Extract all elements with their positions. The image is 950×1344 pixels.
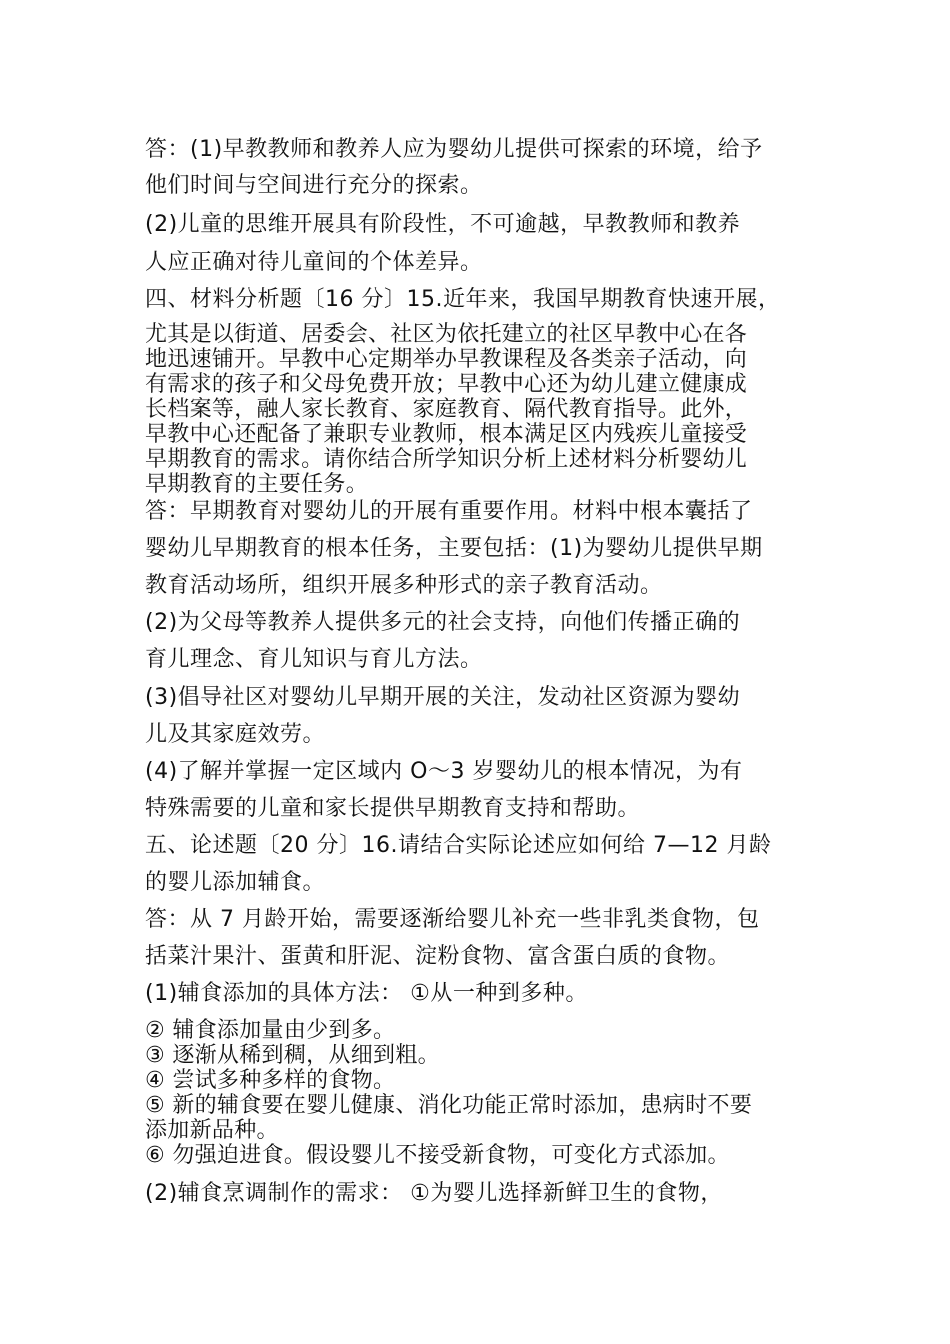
answer-15-line-6: (3)倡导社区对婴幼儿早期开展的关注，发动社区资源为婴幼 [145,685,741,710]
answer-16-cooking-heading: (2)辅食烹调制作的需求： ①为婴儿选择新鲜卫生的食物， [145,1181,723,1206]
material-line-1: 尤其是以街道、居委会、社区为依托建立的社区早教中心在各 [145,322,748,347]
section-4-heading: 四、材料分析题〔16 分〕15.近年来，我国早期教育快速开展， [145,287,781,312]
method-item-3: ③ 逐渐从稀到稠，从细到粗。 [145,1043,440,1068]
answer-15-line-7: 儿及其家庭效劳。 [145,722,326,747]
answer-14-line-2: 他们时间与空间进行充分的探索。 [145,173,483,198]
answer-15-line-8: (4)了解并掌握一定区域内 O～3 岁婴幼儿的根本情况，为有 [145,759,743,784]
method-item-5: ⑤ 新的辅食要在婴儿健康、消化功能正常时添加，患病时不要 [145,1093,753,1118]
answer-15-line-3: 教育活动场所，组织开展多种形式的亲子教育活动。 [145,573,663,598]
method-item-5-cont: 添加新品种。 [145,1118,279,1143]
answer-15-line-5: 育儿理念、育儿知识与育儿方法。 [145,647,483,672]
material-line-5: 早教中心还配备了兼职专业教师，根本满足区内残疾儿童接受 [145,422,748,447]
answer-16-line-1: 答：从 7 月龄开始，需要逐渐给婴儿补充一些非乳类食物，包 [145,907,760,932]
material-line-6: 早期教育的需求。请你结合所学知识分析上述材料分析婴幼儿 [145,447,748,472]
answer-16-method-heading: (1)辅食添加的具体方法： ①从一种到多种。 [145,981,588,1006]
answer-15-line-2: 婴幼儿早期教育的根本任务，主要包括：(1)为婴幼儿提供早期 [145,536,763,561]
method-item-6: ⑥ 勿强迫进食。假设婴儿不接受新食物，可变化方式添加。 [145,1143,730,1168]
material-line-3: 有需求的孩子和父母免费开放；早教中心还为幼儿建立健康成 [145,372,748,397]
section-5-heading-cont: 的婴儿添加辅食。 [145,870,326,895]
answer-14-line-1: 答：(1)早教教师和教养人应为婴幼儿提供可探索的环境，给予 [145,137,763,162]
material-line-2: 地迅速铺开。早教中心定期举办早教课程及各类亲子活动，向 [145,347,748,372]
answer-15-line-4: (2)为父母等教养人提供多元的社会支持，向他们传播正确的 [145,610,741,635]
answer-14-line-3: (2)儿童的思维开展具有阶段性，不可逾越，早教教师和教养 [145,212,741,237]
answer-16-line-2: 括菜汁果汁、蛋黄和肝泥、淀粉食物、富含蛋白质的食物。 [145,944,731,969]
answer-14-line-4: 人应正确对待儿童间的个体差异。 [145,250,483,275]
answer-15-line-1: 答：早期教育对婴幼儿的开展有重要作用。材料中根本囊括了 [145,499,753,524]
method-item-2: ② 辅食添加量由少到多。 [145,1018,396,1043]
material-line-4: 长档案等，融人家长教育、家庭教育、隔代教育指导。此外， [145,397,748,422]
answer-15-line-9: 特殊需要的儿童和家长提供早期教育支持和帮助。 [145,796,641,821]
material-line-7: 早期教育的主要任务。 [145,472,369,497]
section-5-heading: 五、论述题〔20 分〕16.请结合实际论述应如何给 7—12 月龄 [145,833,772,858]
method-item-4: ④ 尝试多种多样的食物。 [145,1068,396,1093]
